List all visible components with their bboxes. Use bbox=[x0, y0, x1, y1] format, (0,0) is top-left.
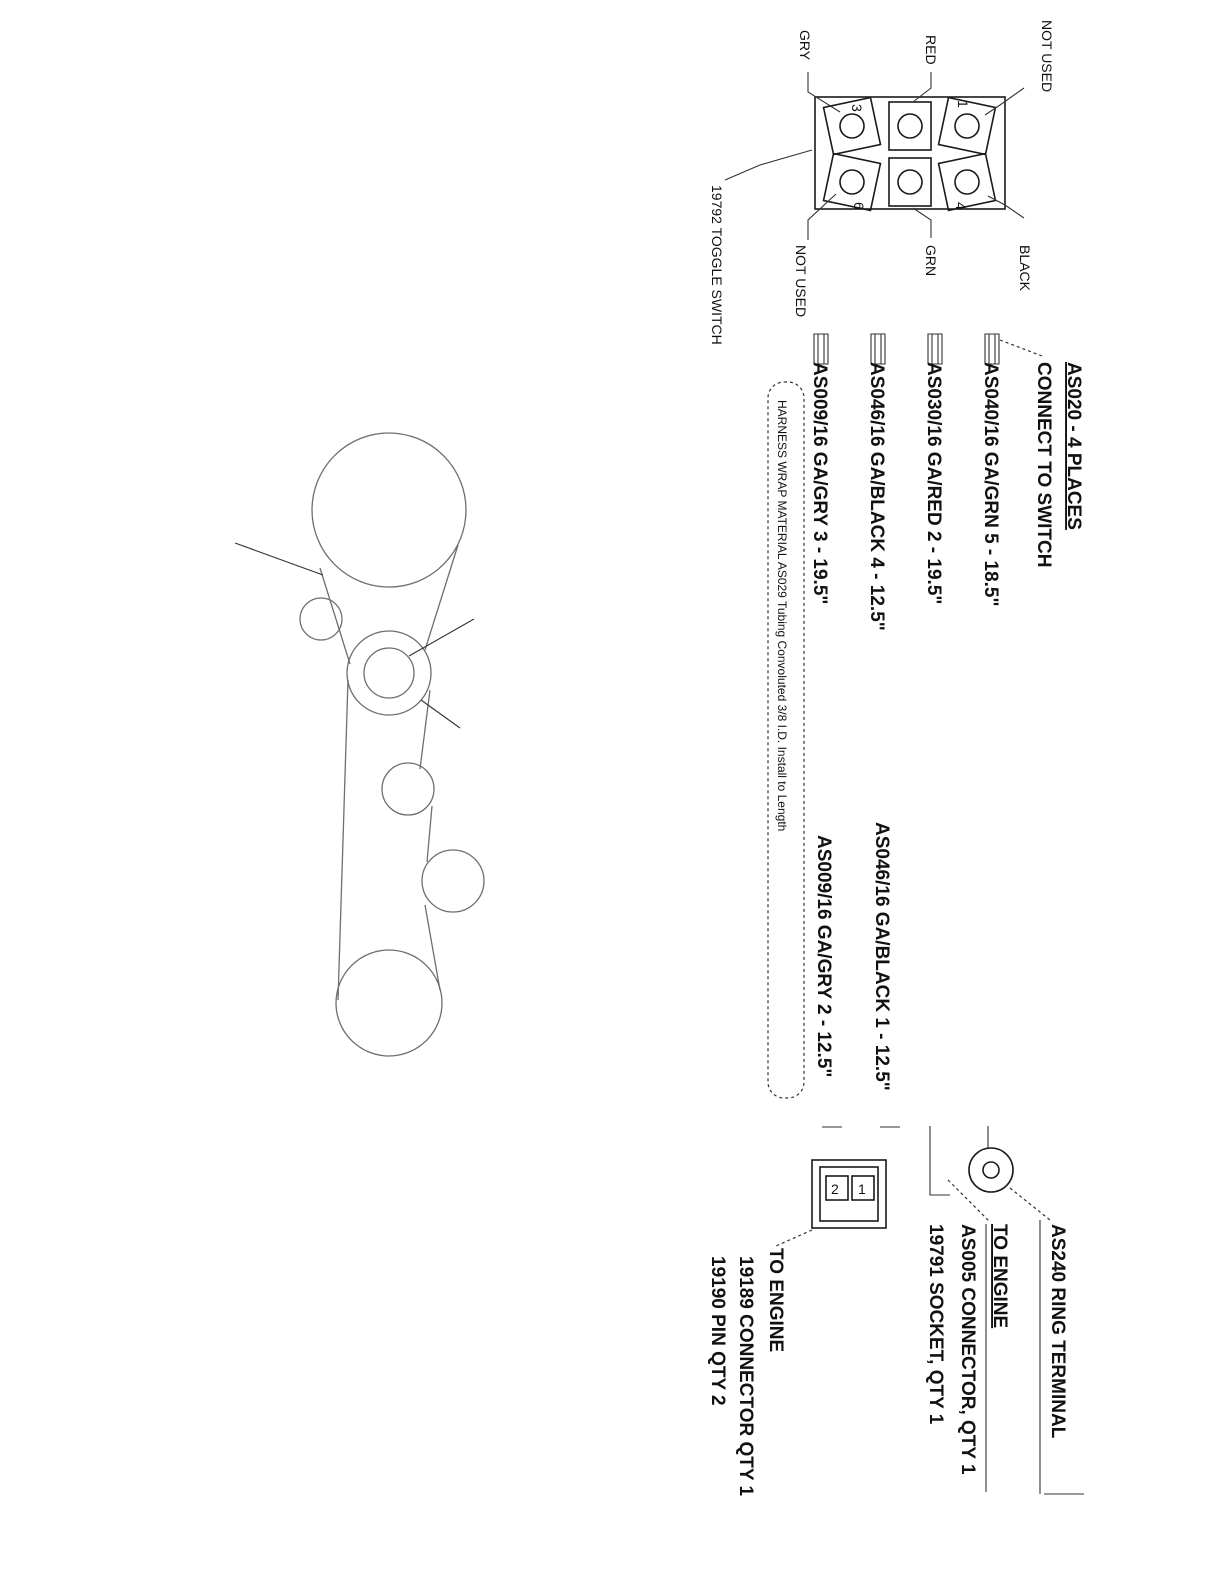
pulley-center-inner bbox=[364, 648, 414, 698]
switch-pin bbox=[840, 114, 864, 138]
pin-number: 6 bbox=[851, 202, 867, 210]
engine-connector-title: TO ENGINE bbox=[765, 1248, 786, 1353]
pulley-top bbox=[312, 433, 466, 587]
switch-part-label: 19792 TOGGLE SWITCH bbox=[709, 185, 725, 345]
leader-line bbox=[808, 72, 840, 112]
wire-callout: AS046/16 GA/BLACK 4 - 12.5" bbox=[866, 362, 887, 631]
pin-number: 4 bbox=[953, 202, 969, 210]
crimp-terminal-icon bbox=[871, 334, 885, 364]
connector-housing bbox=[812, 1160, 886, 1228]
leader-line bbox=[409, 619, 474, 656]
switch-pin bbox=[898, 170, 922, 194]
leader-line bbox=[776, 1230, 812, 1246]
engine-connector-line: 19190 PIN QTY 2 bbox=[707, 1256, 728, 1406]
engine-connector-line: 19791 SOCKET, QTY 1 bbox=[925, 1224, 946, 1425]
pulley-bottom bbox=[336, 950, 442, 1056]
ring-terminal-icon bbox=[969, 1148, 1013, 1192]
wire-callout: AS040/16 GA/GRN 5 - 18.5" bbox=[980, 362, 1001, 607]
pulley-idler-mid bbox=[382, 763, 434, 815]
engine-connector-title: TO ENGINE bbox=[989, 1224, 1010, 1329]
belt-segment bbox=[420, 690, 430, 769]
leader-line bbox=[1010, 1188, 1050, 1220]
crimp-terminal-icon bbox=[814, 334, 828, 364]
crimp-terminal-icon bbox=[928, 334, 942, 364]
pin-number: 3 bbox=[849, 104, 865, 112]
crimp-terminal-icon bbox=[985, 334, 999, 364]
cavity-number: 2 bbox=[831, 1181, 839, 1197]
switch-pin bbox=[955, 170, 979, 194]
harness-note: HARNESS WRAP MATERIAL AS029 Tubing Convoluted 3/8 I.D. Install to Length bbox=[775, 400, 789, 832]
belt-segment bbox=[338, 680, 348, 1000]
connector-inner bbox=[820, 1167, 878, 1221]
terminal-wire-list bbox=[809, 334, 1084, 631]
switch-pin-box bbox=[889, 158, 931, 206]
engine-connector-line: 19189 CONNECTOR QTY 1 bbox=[735, 1256, 756, 1497]
pulley-drawing bbox=[235, 433, 484, 1056]
cavity-number: 1 bbox=[858, 1181, 866, 1197]
ring-terminal-label: AS240 RING TERMINAL bbox=[1047, 1224, 1068, 1439]
pin-number: 1 bbox=[955, 100, 971, 108]
switch-pin bbox=[955, 114, 979, 138]
leader-line bbox=[235, 543, 323, 575]
terminal-header: AS020 - 4 PLACES bbox=[1063, 362, 1084, 530]
socket-outline bbox=[930, 1126, 950, 1195]
wire-callout: AS030/16 GA/RED 2 - 19.5" bbox=[923, 362, 944, 605]
leader-line bbox=[988, 196, 1024, 218]
pin-label-gry: GRY bbox=[797, 30, 813, 61]
belt-segment bbox=[425, 545, 458, 650]
engine-connector-line: AS005 CONNECTOR, QTY 1 bbox=[957, 1224, 978, 1475]
leader-line bbox=[725, 150, 812, 180]
leader-line bbox=[808, 194, 836, 240]
switch-pin-box bbox=[889, 102, 931, 150]
switch-pin bbox=[840, 170, 864, 194]
ring-terminal-hole bbox=[983, 1162, 999, 1178]
wire-callout: AS009/16 GA/GRY 3 - 19.5" bbox=[809, 362, 830, 605]
belt-segment bbox=[320, 568, 350, 664]
terminal-subheader: CONNECT TO SWITCH bbox=[1033, 362, 1054, 568]
toggle-switch bbox=[709, 20, 1055, 345]
pulley-idler-right bbox=[422, 850, 484, 912]
pulley-center-outer bbox=[347, 631, 431, 715]
pin-label-not-used: NOT USED bbox=[793, 245, 809, 318]
engine-connections bbox=[707, 1126, 1084, 1496]
belt-segment bbox=[425, 905, 440, 990]
leader-line bbox=[948, 1180, 990, 1222]
leader-line bbox=[913, 208, 931, 238]
wire-callout: AS046/16 GA/BLACK 1 - 12.5" bbox=[871, 822, 892, 1091]
pin-label-black: BLACK bbox=[1017, 245, 1033, 291]
switch-pin bbox=[898, 114, 922, 138]
pin-label-red: RED bbox=[923, 35, 939, 65]
belt-segment bbox=[427, 806, 432, 862]
leader-line bbox=[1000, 340, 1042, 356]
pin-label-grn: GRN bbox=[923, 245, 939, 277]
pin-label-not-used: NOT USED bbox=[1039, 20, 1055, 93]
wire-callout: AS009/16 GA/GRY 2 - 12.5" bbox=[813, 835, 834, 1078]
